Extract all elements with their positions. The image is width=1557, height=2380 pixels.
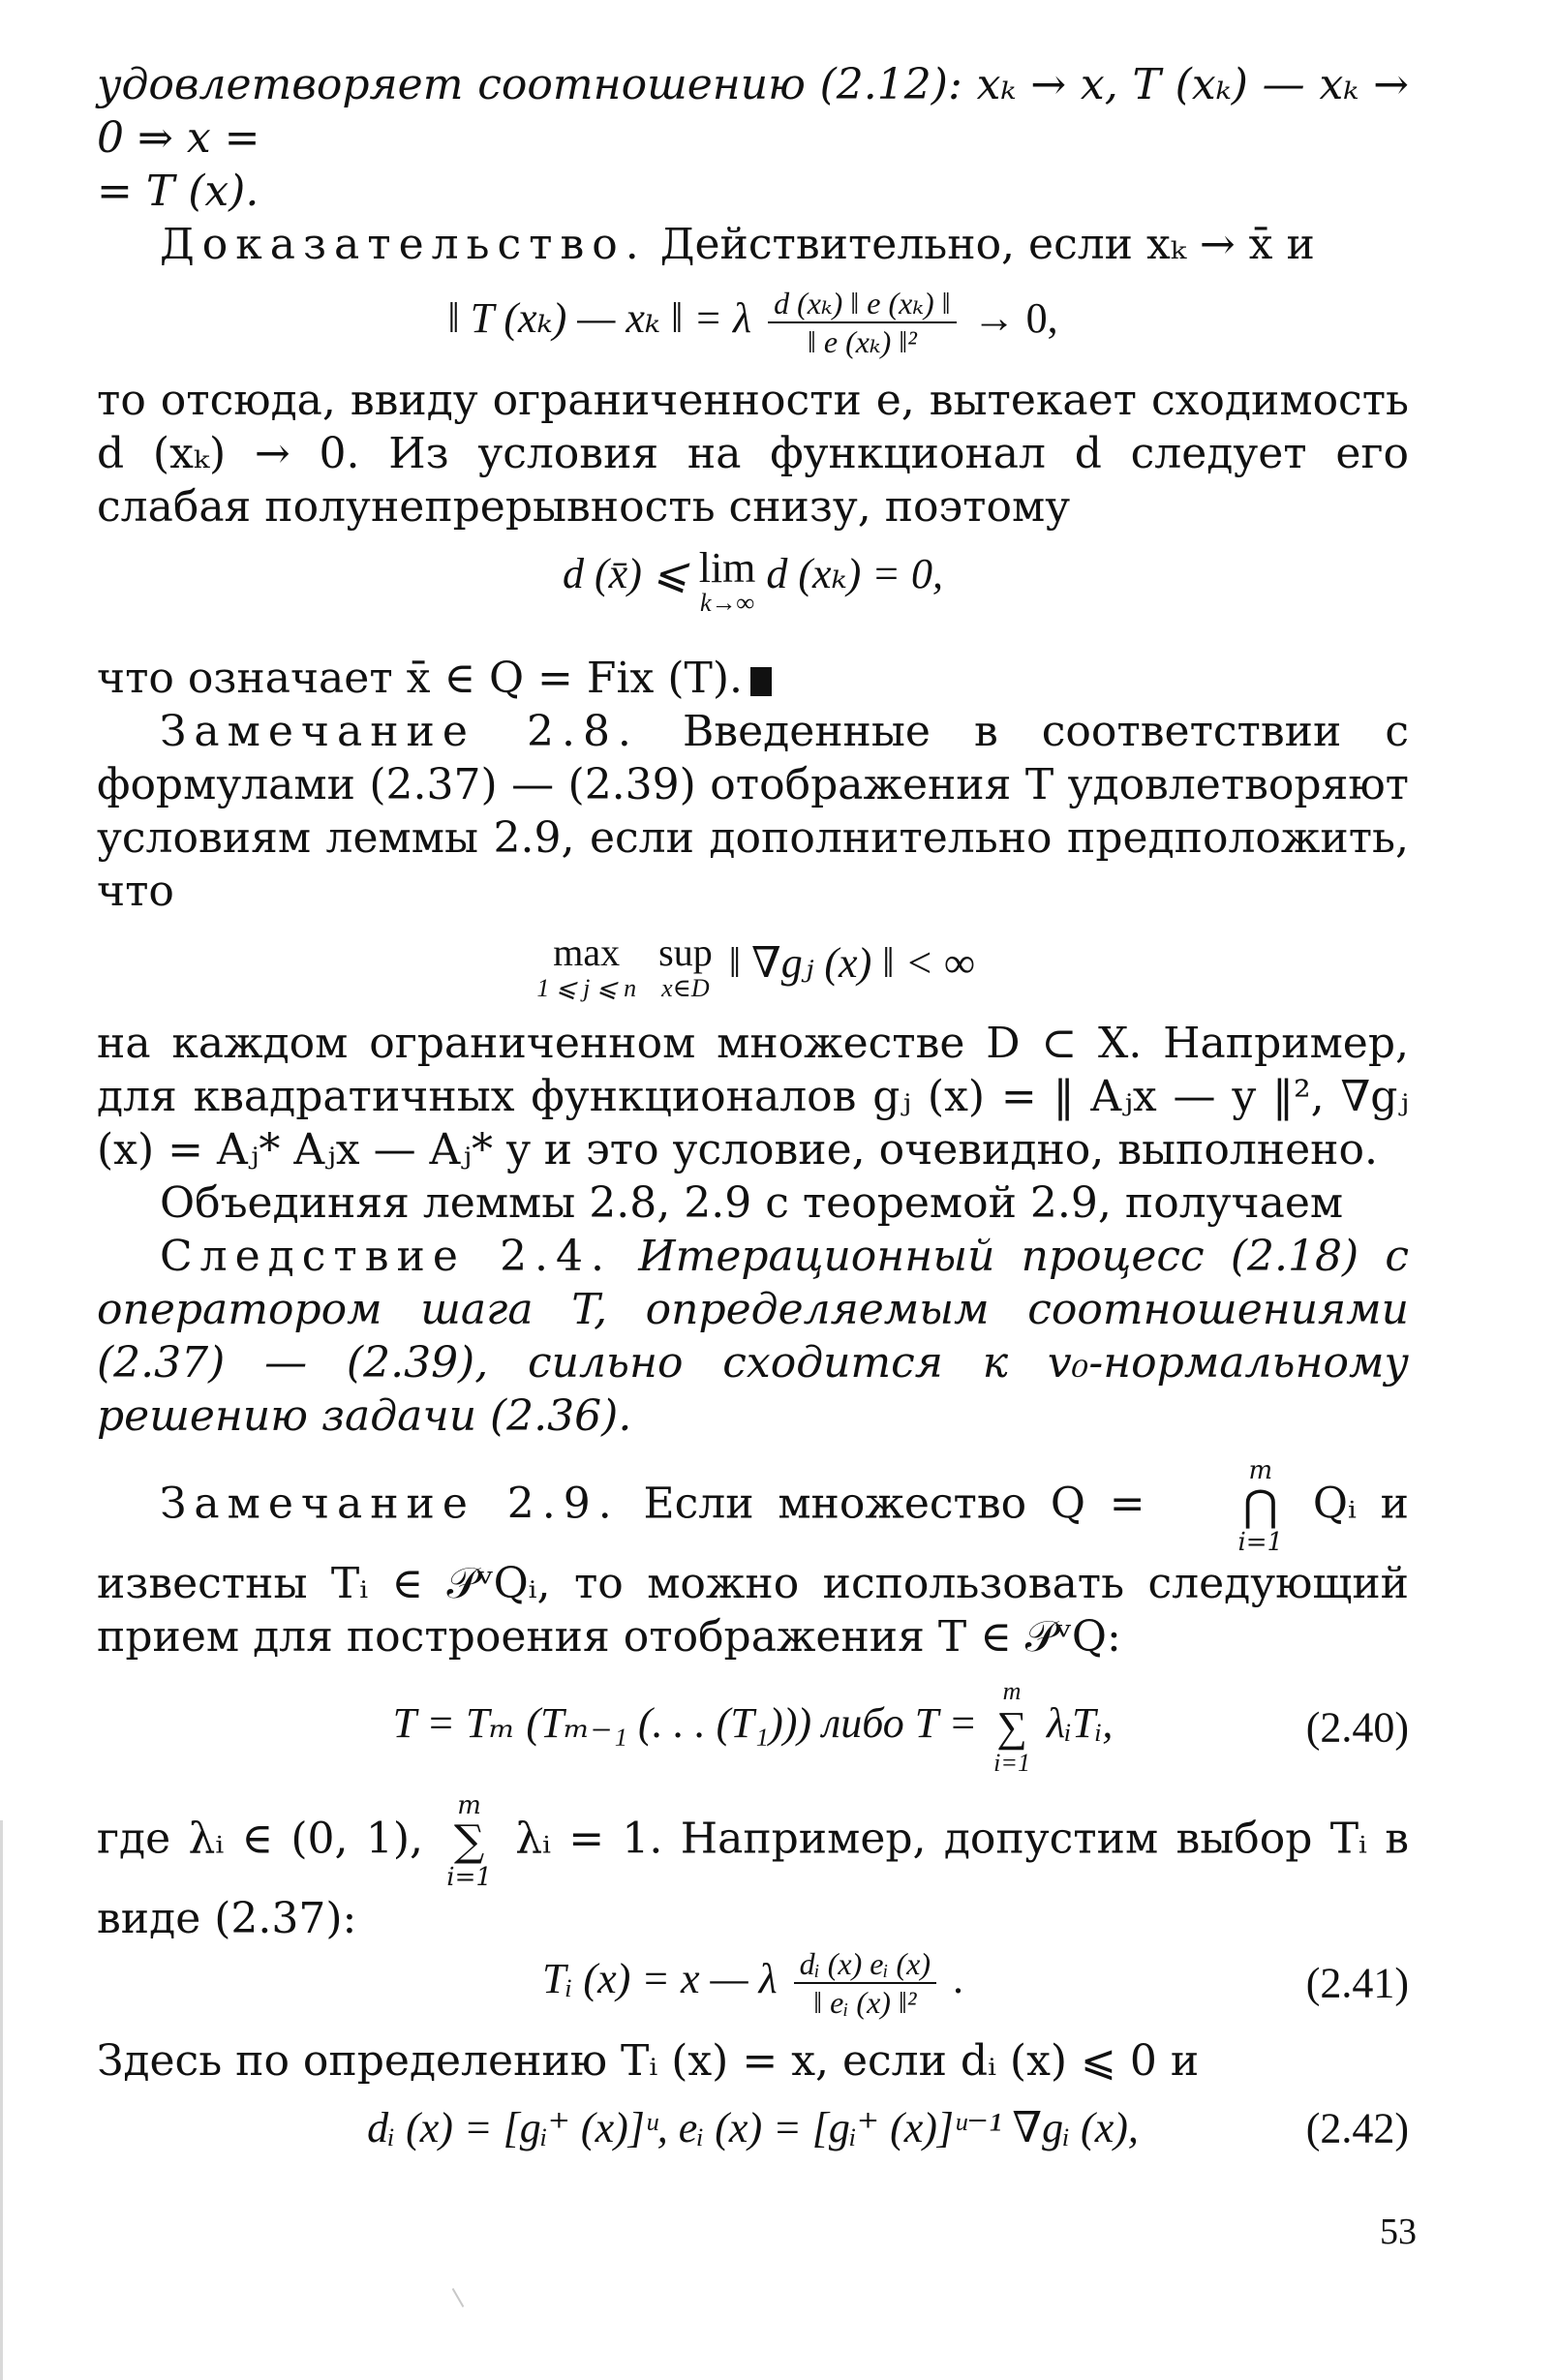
equation-part: d (xₖ) = 0,: [766, 550, 943, 597]
operator-subscript: 1 ⩽ j ⩽ n: [536, 974, 637, 1002]
sum-operator: m ∑ i=1: [993, 1677, 1030, 1777]
fraction-denominator: ‖ eᵢ (x) ‖²: [813, 1985, 917, 2020]
equation-max-sup: [97, 931, 1409, 1003]
text-fragment: то отсюда, ввиду ограниченности e, вытекает сходимость d (xₖ) → 0. Из условия на функционал d следует его слабая полунепрерывность снизу, поэтому: [97, 376, 1409, 532]
operator-subscript: i=1: [993, 1749, 1030, 1777]
equation-number: (2.40): [1305, 1703, 1409, 1752]
fraction-denominator: ‖ e (xₖ) ‖²: [807, 324, 917, 359]
sup-operator: [658, 931, 713, 1003]
operator-subscript: x∈D: [661, 974, 710, 1002]
text-fragment: λᵢ = 1. Например, допустим выбор Tᵢ в виде (2.37):: [97, 1814, 1409, 1943]
limit-subscript: k→∞: [700, 589, 755, 617]
corollary-heading: Следствие 2.4.: [160, 1232, 613, 1281]
equation-2-40: [97, 1677, 1409, 1778]
equation-part: ‖ T (xₖ) — xₖ ‖ = λ: [447, 294, 752, 343]
equation-part: ‖ ∇gⱼ (x) ‖ < ∞: [728, 939, 975, 988]
equation-lower-limit: [97, 544, 1409, 617]
text-line-satisfies: [97, 58, 1409, 218]
text-fragment: Если множество Q =: [619, 1479, 1145, 1529]
proof-intro: [97, 218, 1409, 271]
line-definition: [97, 2034, 1409, 2088]
remark-heading: Замечание 2.8.: [160, 707, 639, 756]
fraction: [768, 285, 957, 360]
limit-label: lim: [698, 544, 756, 592]
text-fragment: Qᵢ и известны Tᵢ ∈ 𝒫ᵛQᵢ, то можно использовать следующий прием для построения отображения T ∈ 𝒫ᵛQ:: [97, 1479, 1409, 1662]
operator-superscript: m: [1248, 1456, 1273, 1485]
equation-part: T = Tₘ (Tₘ₋₁ (. . . (T₁))) либо T =: [392, 1699, 978, 1748]
scan-edge: [0, 1820, 3, 2380]
equation-number: (2.42): [1305, 2104, 1409, 2151]
paragraph-bounded-set: [97, 1017, 1409, 1176]
line-means: [97, 652, 1409, 705]
equation-norm-limit: [97, 285, 1409, 360]
text-fragment: что означает x̄ ∈ Q = Fix (T).: [97, 654, 743, 703]
page-body: [97, 58, 1409, 2154]
operator-subscript: i=1: [1237, 1528, 1284, 1557]
operator-subscript: i=1: [446, 1863, 492, 1892]
equation-part: → 0,: [972, 294, 1058, 343]
operator-superscript: m: [457, 1791, 481, 1820]
remark-heading: Замечание 2.9.: [160, 1479, 620, 1529]
text-fragment: = T (x).: [97, 167, 260, 216]
equation-part: λᵢTᵢ,: [1046, 1699, 1114, 1748]
proof-heading: Доказательство.: [160, 220, 647, 269]
paragraph-convergence: [97, 374, 1409, 534]
text-fragment: удовлетворяет соотношению (2.12): xₖ → x, T (xₖ) — xₖ → 0 ⇒ x =: [97, 60, 1409, 163]
limit-operator: [698, 544, 756, 617]
qed-mark-icon: [750, 667, 772, 696]
text-fragment: Итерационный процесс (2.18) с оператором шага T, определяемым соотношениями (2.37) — (2.39), сильно сходится к v₀-нормальному решению задачи (2.36).: [97, 1232, 1409, 1441]
equation-2-42: [97, 2101, 1409, 2154]
scan-speck: [452, 2288, 465, 2307]
operator-label: max: [553, 931, 621, 974]
max-operator: [536, 931, 636, 1003]
equation-part: .: [953, 1955, 964, 2003]
remark-2-8: [97, 705, 1409, 918]
corollary-2-4: [97, 1230, 1409, 1443]
remark-2-9: [97, 1456, 1409, 1663]
operator-superscript: m: [1002, 1677, 1022, 1705]
operator-label: sup: [658, 931, 713, 974]
equation-number: (2.41): [1305, 1959, 1409, 2007]
text-fragment: Введенные в соответствии с формулами (2.37) — (2.39) отображения T удовлетворяют условиям леммы 2.9, если дополнительно предположить, что: [97, 707, 1409, 916]
text-fragment: Здесь по определению Tᵢ (x) = x, если dᵢ (x) ⩽ 0 и: [97, 2036, 1200, 2086]
fraction-numerator: d (xₖ) ‖ e (xₖ) ‖: [768, 285, 957, 323]
equation-2-41: [97, 1945, 1409, 2021]
text-fragment: на каждом ограниченном множестве D ⊂ X. Например, для квадратичных функционалов gⱼ (x) = ‖ Aⱼx — y ‖², ∇gⱼ (x) = Aⱼ* Aⱼx — Aⱼ* y и это условие, очевидно, выполнено.: [97, 1019, 1409, 1175]
page-number: 53: [1380, 2212, 1417, 2252]
sum-operator: m ∑ i=1: [446, 1791, 492, 1892]
intersection-operator: m ⋂ i=1: [1175, 1456, 1283, 1557]
paragraph-where: [97, 1791, 1409, 1945]
text-fragment: Действительно, если xₖ → x̄ и: [646, 220, 1315, 269]
fraction: [794, 1945, 936, 2021]
text-fragment: Объединяя леммы 2.8, 2.9 с теоремой 2.9, получаем: [160, 1178, 1344, 1228]
line-combining: [97, 1176, 1409, 1230]
text-fragment: где λᵢ ∈ (0, 1),: [97, 1814, 423, 1864]
equation-part: dᵢ (x) = [gᵢ⁺ (x)]ᵘ, eᵢ (x) = [gᵢ⁺ (x)]ᵘ⁻¹ ∇gᵢ (x),: [367, 2104, 1139, 2151]
fraction-numerator: dᵢ (x) eᵢ (x): [794, 1945, 936, 1984]
equation-part: Tᵢ (x) = x — λ: [541, 1955, 778, 2003]
equation-part: d (x̄) ⩽: [563, 550, 688, 597]
